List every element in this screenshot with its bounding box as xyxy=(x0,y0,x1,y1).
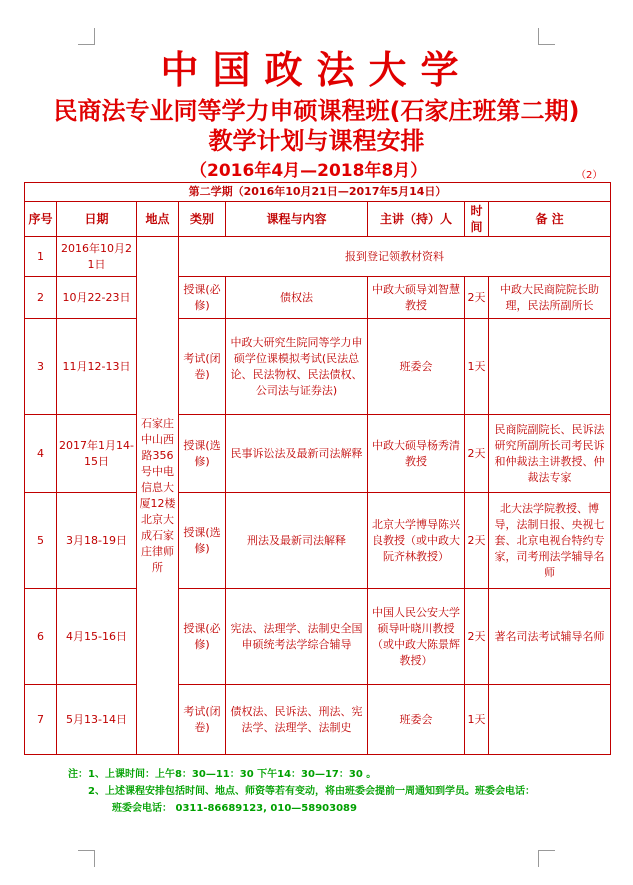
row-type: 授课(必修) xyxy=(179,277,226,319)
row-time: 2天 xyxy=(465,589,489,685)
crop-mark-top-right xyxy=(538,28,555,45)
row-lecturer: 班委会 xyxy=(368,319,465,415)
program-title: 民商法专业同等学力申硕课程班(石家庄班第二期) xyxy=(53,97,580,125)
row-number: 5 xyxy=(25,493,57,589)
row-content: 报到登记领教材资料 xyxy=(179,237,611,277)
row-note: 北大法学院教授、博导，法制日报、央视七套、北京电视台特约专家，司考刑法学辅导名师 xyxy=(489,493,611,589)
note-phone: 班委会电话： 0311-86689123, 010—58903089 xyxy=(112,803,357,814)
row-lecturer: 中国人民公安大学硕导叶晓川教授（或中政大陈景辉教授） xyxy=(368,589,465,685)
row-type: 考试(闭卷) xyxy=(179,685,226,755)
row-number: 3 xyxy=(25,319,57,415)
row-course: 债权法 xyxy=(226,277,368,319)
row-course: 中政大研究生院同等学力申硕学位课模拟考试(民法总论、民法物权、民法债权、公司法与证券法) xyxy=(226,319,368,415)
page-number: （2） xyxy=(576,170,603,181)
row-lecturer: 中政大硕导杨秀清教授 xyxy=(368,415,465,493)
note-schedule-change: 2、上述课程安排包括时间、地点、师资等若有变动，将由班委会提前一周通知到学员。班委会电话： xyxy=(88,786,535,797)
row-type: 授课(选修) xyxy=(179,493,226,589)
row-number: 4 xyxy=(25,415,57,493)
crop-mark-top-left xyxy=(78,28,95,45)
column-header: 类别 xyxy=(179,202,226,237)
table-row xyxy=(25,277,611,319)
crop-mark-bottom-right xyxy=(538,850,555,867)
row-time: 2天 xyxy=(465,277,489,319)
semester-title: 第二学期（2016年10月21日—2017年5月14日） xyxy=(25,183,611,202)
row-type: 授课(必修) xyxy=(179,589,226,685)
row-date: 5月13-14日 xyxy=(57,685,137,755)
row-number: 7 xyxy=(25,685,57,755)
table-row xyxy=(25,685,611,755)
column-header: 时间 xyxy=(465,202,489,237)
row-number: 6 xyxy=(25,589,57,685)
column-header: 日期 xyxy=(57,202,137,237)
row-lecturer: 北京大学博导陈兴良教授（或中政大阮齐林教授） xyxy=(368,493,465,589)
row-note: 著名司法考试辅导名师 xyxy=(489,589,611,685)
table-header-row xyxy=(25,202,611,237)
column-header: 序号 xyxy=(25,202,57,237)
row-type: 授课(选修) xyxy=(179,415,226,493)
schedule-table xyxy=(24,182,611,755)
date-range: （2016年4月—2018年8月） xyxy=(190,161,428,181)
row-time: 1天 xyxy=(465,319,489,415)
table-row xyxy=(25,589,611,685)
table-row xyxy=(25,319,611,415)
table-row xyxy=(25,415,611,493)
university-title: 中国政法大学 xyxy=(160,47,473,92)
plan-title: 教学计划与课程安排 xyxy=(208,127,425,155)
crop-mark-bottom-left xyxy=(78,850,95,867)
table-row xyxy=(25,493,611,589)
row-course: 刑法及最新司法解释 xyxy=(226,493,368,589)
row-time: 1天 xyxy=(465,685,489,755)
column-header: 课程与内容 xyxy=(226,202,368,237)
row-date: 10月22-23日 xyxy=(57,277,137,319)
row-lecturer: 中政大硕导刘智慧教授 xyxy=(368,277,465,319)
footnotes xyxy=(68,766,535,817)
row-course: 债权法、民诉法、刑法、宪法学、法理学、法制史 xyxy=(226,685,368,755)
row-date: 3月18-19日 xyxy=(57,493,137,589)
row-note xyxy=(489,685,611,755)
row-date: 11月12-13日 xyxy=(57,319,137,415)
row-note: 中政大民商院院长助理，民法所副所长 xyxy=(489,277,611,319)
row-note xyxy=(489,319,611,415)
row-course: 宪法、法理学、法制史全国申硕统考法学综合辅导 xyxy=(226,589,368,685)
row-date: 2017年1月14-15日 xyxy=(57,415,137,493)
table-row xyxy=(25,237,611,277)
column-header: 主讲（持）人 xyxy=(368,202,465,237)
row-date: 4月15-16日 xyxy=(57,589,137,685)
row-time: 2天 xyxy=(465,415,489,493)
note-class-time: 注：1、上课时间：上午8：30—11：30 下午14：30—17：30 。 xyxy=(68,769,377,780)
venue-cell: 石家庄中山西路356号中电信息大厦12楼北京大成石家庄律师所 xyxy=(137,237,179,755)
row-course: 民事诉讼法及最新司法解释 xyxy=(226,415,368,493)
row-number: 2 xyxy=(25,277,57,319)
row-lecturer: 班委会 xyxy=(368,685,465,755)
row-time: 2天 xyxy=(465,493,489,589)
row-number: 1 xyxy=(25,237,57,277)
row-note: 民商院副院长、民诉法研究所副所长司考民诉和仲裁法主讲教授、仲裁法专家 xyxy=(489,415,611,493)
column-header: 地点 xyxy=(137,202,179,237)
row-date: 2016年10月21日 xyxy=(57,237,137,277)
row-type: 考试(闭卷) xyxy=(179,319,226,415)
column-header: 备 注 xyxy=(489,202,611,237)
